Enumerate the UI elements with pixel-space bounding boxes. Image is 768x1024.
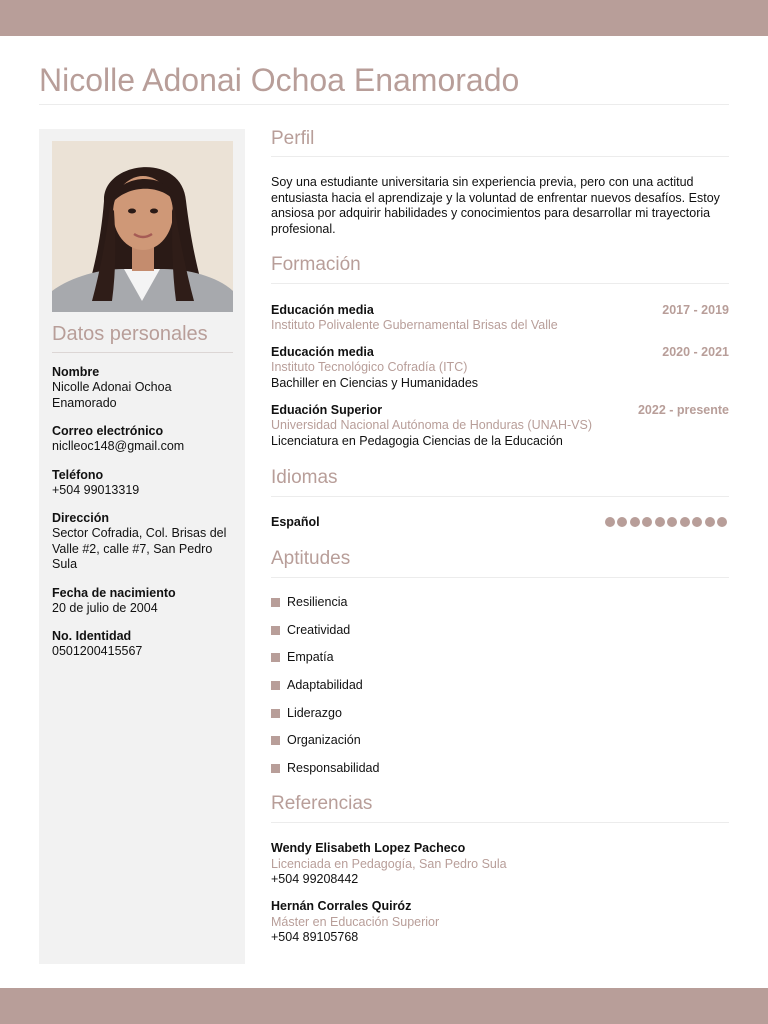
education-item xyxy=(271,344,729,391)
field-value: 20 de julio de 2004 xyxy=(52,600,158,615)
square-bullet-icon xyxy=(271,764,280,773)
field-label: Teléfono xyxy=(52,467,104,482)
skill-item xyxy=(271,705,729,733)
education-item xyxy=(271,402,729,449)
skill-label: Creatividad xyxy=(287,622,351,637)
reference-item xyxy=(271,840,729,888)
education-detail: Licenciatura en Pedagogia Ciencias de la Educación xyxy=(271,433,563,448)
square-bullet-icon xyxy=(271,709,280,718)
field-label: Fecha de nacimiento xyxy=(52,585,176,600)
personal-field-id xyxy=(52,629,236,660)
education-years: 2020 - 2021 xyxy=(662,345,729,359)
language-item xyxy=(271,514,729,530)
sidebar xyxy=(39,129,245,964)
skills-heading: Aptitudes xyxy=(271,548,351,569)
level-dot-icon xyxy=(617,517,627,527)
education-degree: Educación media xyxy=(271,345,374,359)
skills-list xyxy=(271,594,729,788)
personal-field-birthdate xyxy=(52,586,236,617)
references-heading: Referencias xyxy=(271,793,373,814)
field-label: Nombre xyxy=(52,365,100,379)
skill-item xyxy=(271,594,729,622)
skill-label: Responsabilidad xyxy=(287,761,380,776)
education-degree: Eduación Superior xyxy=(271,403,383,417)
skill-item xyxy=(271,677,729,705)
personal-data-heading: Datos personales xyxy=(52,323,208,345)
reference-phone: +504 99208442 xyxy=(271,872,359,886)
personal-field-address xyxy=(52,511,236,573)
skill-label: Adaptabilidad xyxy=(287,678,363,693)
education-divider xyxy=(271,283,729,284)
field-value: Sector Cofradia, Col. Brisas del Valle #2, calle #7, San Pedro Sula xyxy=(52,526,227,571)
education-institution: Instituto Tecnológico Cofradía (ITC) xyxy=(271,360,468,374)
profile-text: Soy una estudiante universitaria sin experiencia previa, pero con una actitud entusiasta hacia el aprendizaje y la voluntad de enfrentar nuevos desafíos. Estoy ansiosa por adquirir habilidades y conocimientos para desarrollar mi trayectoria profesional. xyxy=(271,175,720,236)
page-title: Nicolle Adonai Ochoa Enamorado xyxy=(39,62,520,98)
field-value: 0501200415567 xyxy=(52,644,143,658)
education-institution: Universidad Nacional Autónoma de Honduras (UNAH-VS) xyxy=(271,418,592,432)
skill-item xyxy=(271,649,729,677)
level-dot-icon xyxy=(605,517,615,527)
profile-heading: Perfil xyxy=(271,128,315,149)
skill-label: Liderazgo xyxy=(287,705,342,720)
personal-field-email xyxy=(52,424,236,455)
field-value: Nicolle Adonai Ochoa Enamorado xyxy=(52,380,172,410)
personal-field-name xyxy=(52,365,236,411)
reference-phone: +504 89105768 xyxy=(271,930,359,944)
reference-name: Wendy Elisabeth Lopez Pacheco xyxy=(271,841,466,855)
education-item xyxy=(271,302,729,334)
education-heading: Formación xyxy=(271,254,361,275)
skill-label: Empatía xyxy=(287,650,334,665)
reference-role: Licenciada en Pedagogía, San Pedro Sula xyxy=(271,857,507,871)
level-dot-icon xyxy=(642,517,652,527)
reference-role: Máster en Educación Superior xyxy=(271,915,440,929)
field-label: Dirección xyxy=(52,511,109,525)
title-divider xyxy=(39,104,729,105)
skill-label: Organización xyxy=(287,733,361,748)
skill-label: Resiliencia xyxy=(287,595,348,609)
reference-item xyxy=(271,898,729,946)
languages-divider xyxy=(271,496,729,497)
language-name: Español xyxy=(271,515,320,529)
skill-item xyxy=(271,760,729,788)
education-degree: Educación media xyxy=(271,303,374,317)
personal-data-divider xyxy=(52,352,233,353)
portrait-image xyxy=(52,141,233,312)
language-level-dots xyxy=(605,517,728,527)
level-dot-icon xyxy=(692,517,702,527)
square-bullet-icon xyxy=(271,681,280,690)
square-bullet-icon xyxy=(271,626,280,635)
square-bullet-icon xyxy=(271,653,280,662)
level-dot-icon xyxy=(680,517,690,527)
field-value: niclleoc148@gmail.com xyxy=(52,439,185,453)
level-dot-icon xyxy=(630,517,640,527)
field-value: +504 99013319 xyxy=(52,482,140,497)
skills-divider xyxy=(271,577,729,578)
personal-data-list xyxy=(52,365,236,673)
square-bullet-icon xyxy=(271,598,280,607)
level-dot-icon xyxy=(667,517,677,527)
reference-name: Hernán Corrales Quiróz xyxy=(271,899,412,913)
education-years: 2022 - presente xyxy=(637,403,729,417)
field-label: No. Identidad xyxy=(52,629,132,643)
profile-photo xyxy=(52,141,233,312)
references-divider xyxy=(271,822,729,823)
personal-field-phone xyxy=(52,468,236,499)
square-bullet-icon xyxy=(271,736,280,745)
level-dot-icon xyxy=(655,517,665,527)
skill-item xyxy=(271,622,729,650)
level-dot-icon xyxy=(705,517,715,527)
bottom-banner xyxy=(0,988,768,1024)
field-label: Correo electrónico xyxy=(52,424,164,438)
profile-divider xyxy=(271,156,729,157)
education-institution: Instituto Polivalente Gubernamental Brisas del Valle xyxy=(271,318,558,332)
skill-item xyxy=(271,732,729,760)
education-years: 2017 - 2019 xyxy=(662,303,729,317)
languages-heading: Idiomas xyxy=(271,467,338,488)
education-detail: Bachiller en Ciencias y Humanidades xyxy=(271,375,479,390)
level-dot-icon xyxy=(717,517,727,527)
top-banner xyxy=(0,0,768,36)
